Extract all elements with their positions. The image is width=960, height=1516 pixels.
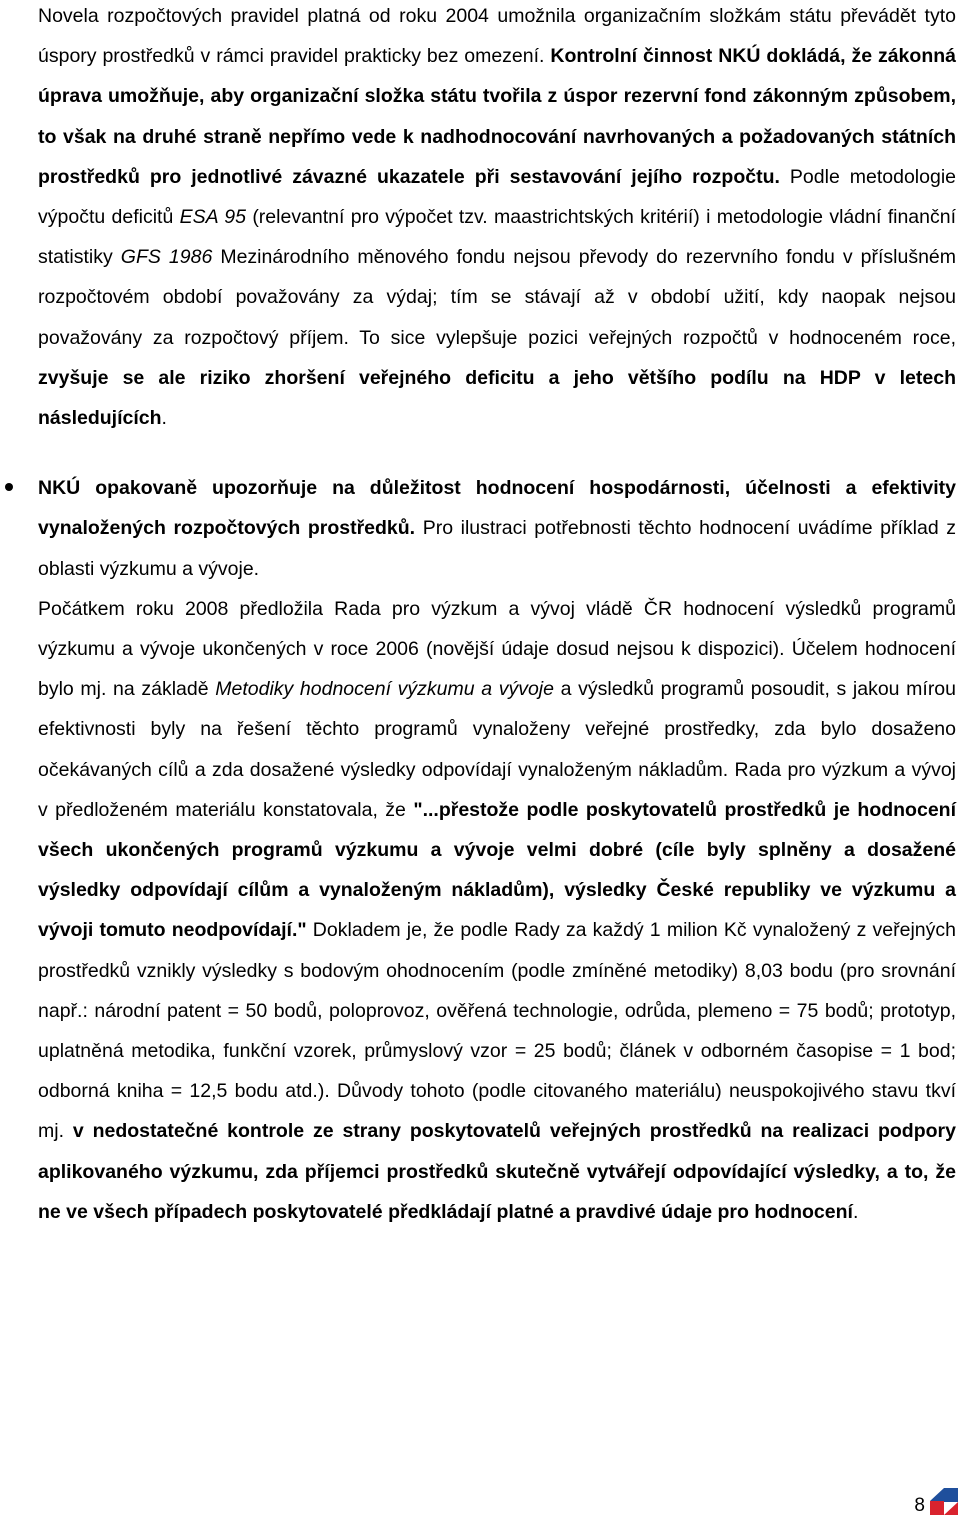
italic-text: ESA 95 xyxy=(179,206,246,229)
page-number: 8 xyxy=(914,1495,925,1516)
paragraph-efficiency xyxy=(38,468,956,589)
text-span: Novela rozpočtových pravidel platná od roku 2004 umožnila organizačním složkám státu převádět tyto úspory prostředků v rámci pravidel prakticky bez omezení. xyxy=(38,5,956,68)
text-span: Pro ilustraci potřebnosti těchto hodnocení uvádíme příklad z oblasti výzkumu a vývoje. xyxy=(38,517,956,580)
italic-text: GFS 1986 xyxy=(120,246,213,269)
bold-text: Kontrolní činnost NKÚ dokládá, že zákonná úprava umožňuje, aby organizační složka státu tvořila z úspor rezervní fond zákonným způsobem, to však na druhé straně nepřímo vede k nadhodnocování navrhovaných a požadovaných státních prostředků pro jednotlivé závazné ukazatele při sestavování jejího rozpočtu. xyxy=(38,45,956,188)
bold-quote: "...přestože podle poskytovatelů prostředků je hodnocení všech ukončených programů výzkumu a vývoje velmi dobré (cíle byly splněny a dosažené výsledky odpovídají cílům a vynaloženým nákladům), výsledky České republiky ve výzkumu a vývoji tomuto neodpovídají." xyxy=(38,798,956,942)
text-span: Dokladem je, že podle Rady za každý 1 milion Kč vynaložený z veřejných prostředků vznikly výsledky s bodovým ohodnocením (podle zmíněné metodiky) 8,03 bodu (pro srovnání např.: národní patent = 50 bodů, poloprovoz, ověřená technologie, odrůda, plemeno = 75 bodů; prototyp, uplatněná metodika, funkční vzorek, průmyslový vzor = 25 bodů; článek v odborném časopise = 1 bod; odborná kniha = 12,5 bodu atd.). Důvody tohoto (podle citovaného materiálu) neuspokojivého stavu tkví mj. xyxy=(38,919,956,1143)
text-span: Podle metodologie výpočtu deficitů xyxy=(38,165,957,229)
document-page xyxy=(38,0,956,1232)
italic-text: Metodiky hodnocení výzkumu a vývoje xyxy=(215,678,554,701)
bold-text: v nedostatečné kontrole ze strany poskytovatelů veřejných prostředků na realizaci podpory aplikovaného výzkumu, zda příjemci prostředků skutečně vytvářejí odpovídající výsledky, a to, že ne ve všech případech poskytovatelé předkládají platné a pravdivé údaje pro hodnocení xyxy=(38,1120,956,1223)
text-span: Mezinárodního měnového fondu nejsou převody do rezervního fondu v příslušném rozpočtovém období považovány za výdaj; tím se stávají až v období užití, kdy naopak nejsou považovány za rozpočtový příjem. To sice vylepšuje pozici veřejných rozpočtů v hodnoceném roce, xyxy=(38,246,956,349)
text-span: a výsledků programů posoudit, s jakou mírou efektivnosti byly na řešení těchto programů vynaloženy veřejné prostředky, zda bylo dosaženo očekávaných cílů a zda dosažené výsledky odpovídají vynaloženým nákladům. Rada pro výzkum a vývoj v předloženém materiálu konstatovala, že xyxy=(38,678,956,821)
bullet-item xyxy=(38,468,956,1232)
bold-text: zvyšuje se ale riziko zhoršení veřejného deficitu a jeho většího podílu na HDP v letech následujících xyxy=(38,366,956,430)
text-span: (relevantní pro výpočet tzv. maastrichtských kritérií) i metodologie vládní finanční statistiky xyxy=(38,206,956,269)
paragraph-research-evaluation xyxy=(38,589,956,1232)
text-span: Počátkem roku 2008 předložila Rada pro výzkum a vývoj vládě ČR hodnocení výsledků programů výzkumu a vývoje ukončených v roce 2006 (novější údaje dosud nejsou k dispozici). Účelem hodnocení bylo mj. na základě xyxy=(38,597,956,701)
bullet-icon xyxy=(5,483,13,491)
text-span: . xyxy=(161,407,167,430)
bold-text: NKÚ opakovaně upozorňuje na důležitost hodnocení hospodárnosti, účelnosti a efektivity vynaložených rozpočtových prostředků. xyxy=(38,477,956,540)
nku-logo-icon xyxy=(930,1488,958,1515)
text-span: . xyxy=(852,1200,859,1223)
paragraph-reserve-fund xyxy=(38,0,956,438)
